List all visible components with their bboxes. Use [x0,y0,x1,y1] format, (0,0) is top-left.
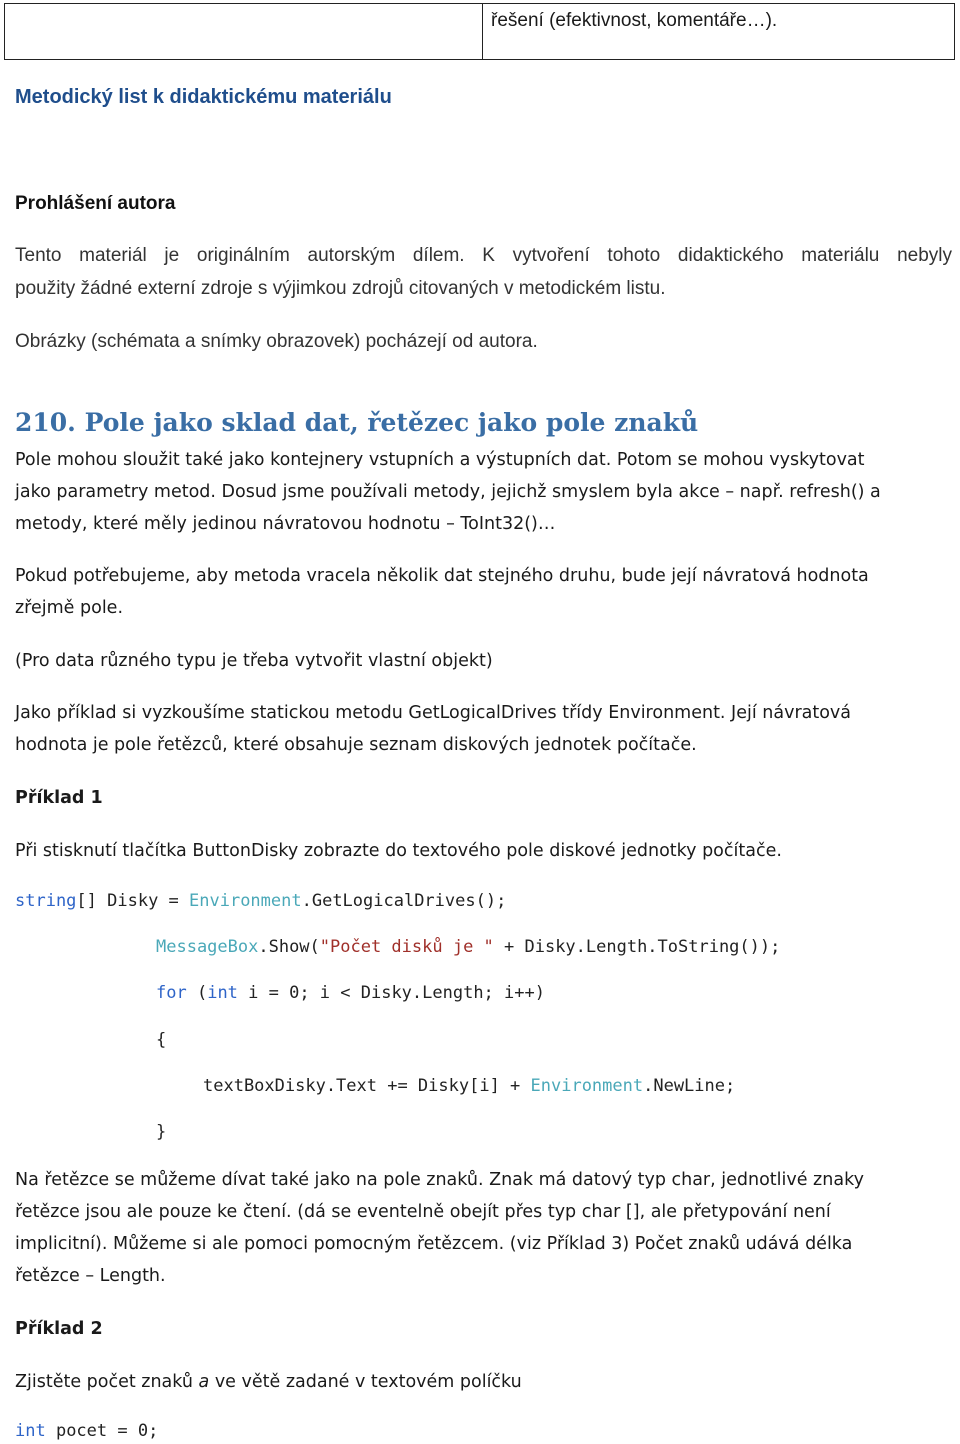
table-divider [482,4,483,59]
methodology-title: Metodický list k didaktickému materiálu [15,86,392,108]
code-text: textBoxDisky.Text += Disky[i] + [203,1076,531,1096]
code-line-5 [203,1076,735,1096]
paragraph-4-line-2: hodnota je pole řetězců, které obsahuje seznam diskových jednotek počítače. [15,735,697,755]
paragraph-2-line-2: zřejmě pole. [15,598,124,618]
paragraph-4-line-1: Jako příklad si vyzkoušíme statickou metodu GetLogicalDrives třídy Environment. Její návratová [15,703,852,723]
code-line-4: { [156,1030,167,1050]
code-text: + Disky.Length.ToString()); [493,937,781,957]
code-text: .Show( [258,937,320,957]
code-line-3 [156,983,545,1003]
code-keyword: for [156,983,187,1003]
example-2-task-pre: Zjistěte počet znaků [15,1372,199,1392]
declaration-line-1: Tento materiál je originálním autorským dílem. K vytvoření tohoto didaktického materiálu nebyly [15,245,952,266]
example-2-heading: Příklad 2 [15,1319,103,1339]
paragraph-1-line-2: jako parametry metod. Dosud jsme používali metody, jejichž smyslem byla akce – např. refresh() a [15,482,881,502]
table-fragment [4,3,955,60]
section-heading: 210. Pole jako sklad dat, řetězec jako pole znaků [15,408,699,437]
code-text: pocet = 0; [45,1421,159,1441]
code-keyword: int [207,983,238,1003]
example-2-task-em: a [198,1372,210,1392]
paragraph-1-line-3: metody, které měly jedinou návratovou hodnotu – ToInt32()… [15,514,556,534]
example-2-task-post: ve větě zadané v textovém políčku [209,1372,522,1392]
code-text: .NewLine; [643,1076,736,1096]
code-line-1 [15,891,506,911]
paragraph-5-line-4: řetězce – Length. [15,1266,166,1286]
paragraph-5-line-3: implicitní). Můžeme si ale pomoci pomocným řetězcem. (viz Příklad 3) Počet znaků udává délka [15,1234,853,1254]
code-keyword: int [15,1421,46,1441]
code-type: MessageBox [156,937,259,957]
code-text: ( [186,983,208,1003]
code-type: Environment [189,891,302,911]
declaration-line-2: použity žádné externí zdroje s výjimkou zdrojů citovaných v metodickém listu. [15,278,666,299]
code-line-6: } [156,1122,167,1142]
example-1-heading: Příklad 1 [15,788,103,808]
code-text: [] Disky = [76,891,190,911]
paragraph-2-line-1: Pokud potřebujeme, aby metoda vracela několik dat stejného druhu, bude její návratová hodnota [15,566,869,586]
paragraph-3: (Pro data různého typu je třeba vytvořit vlastní objekt) [15,651,493,671]
code-keyword: string [15,891,77,911]
paragraph-5-line-2: řetězce jsou ale pouze ke čtení. (dá se eventelně obejít přes typ char [], ale přetypování není [15,1202,831,1222]
declaration-line-3: Obrázky (schémata a snímky obrazovek) pocházejí od autora. [15,331,538,352]
code-line-2 [156,937,780,957]
code-2-line-1 [15,1421,158,1441]
code-type: Environment [530,1076,644,1096]
example-1-task: Při stisknutí tlačítka ButtonDisky zobrazte do textového pole diskové jednotky počítače. [15,841,782,861]
table-cell-text: řešení (efektivnost, komentáře…). [491,10,778,31]
code-string: "Počet disků je " [319,937,494,957]
code-text: i = 0; i < Disky.Length; i++) [237,983,545,1003]
example-2-task [15,1372,522,1392]
paragraph-1-line-1: Pole mohou sloužit také jako kontejnery vstupních a výstupních dat. Potom se mohou vyskytovat [15,450,865,470]
code-text: .GetLogicalDrives(); [301,891,507,911]
declaration-heading: Prohlášení autora [15,193,176,214]
paragraph-5-line-1: Na řetězce se můžeme dívat také jako na pole znaků. Znak má datový typ char, jednotlivé znaky [15,1170,864,1190]
